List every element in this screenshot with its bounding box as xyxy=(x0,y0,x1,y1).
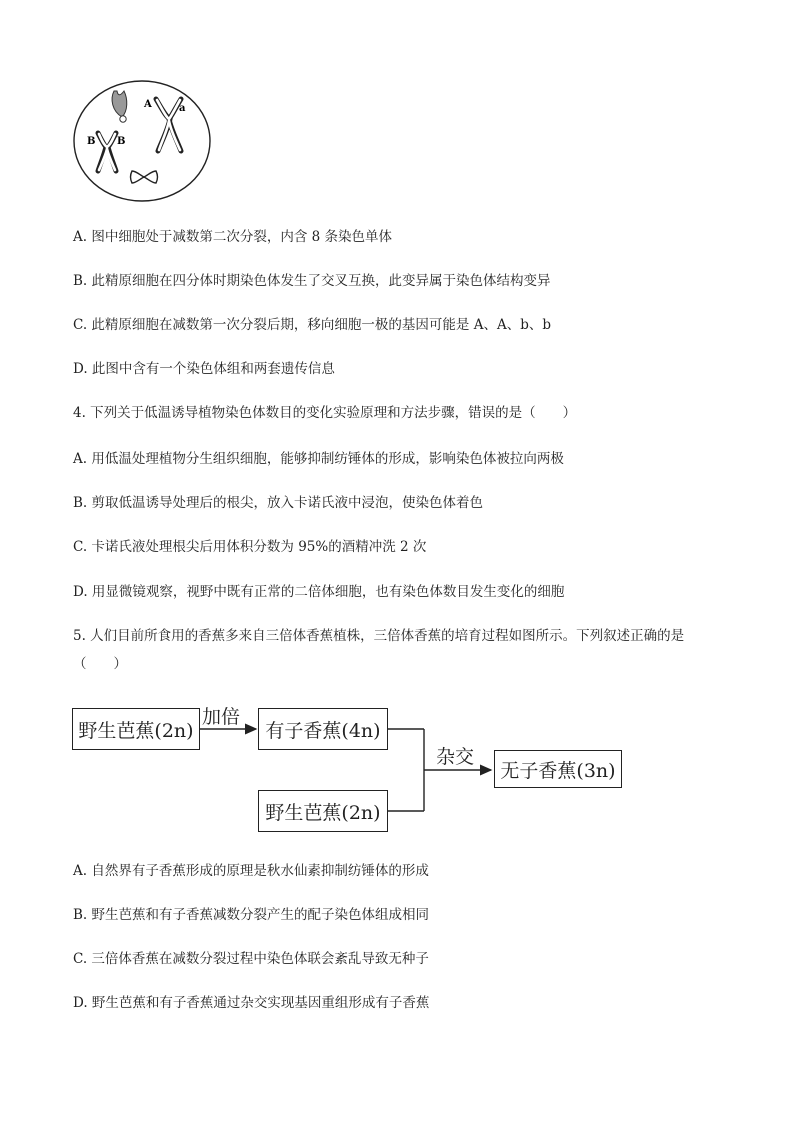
q4-option-c: C. 卡诺氏液处理根尖后用体积分数为 95%的酒精冲洗 2 次 xyxy=(73,539,427,555)
allele-B-right-label: B xyxy=(117,136,126,147)
allele-B-left-label: B xyxy=(87,136,96,147)
q5-stem: 5. 人们目前所食用的香蕉多来自三倍体香蕉植株，三倍体香蕉的培育过程如图所示。下列叙述正确的是（ ） xyxy=(73,628,685,672)
q4-option-d: D. 用显微镜观察，视野中既有正常的二倍体细胞，也有染色体数目发生变化的细胞 xyxy=(73,584,565,600)
q5-option-d: D. 野生芭蕉和有子香蕉通过杂交实现基因重组形成有子香蕉 xyxy=(73,995,430,1011)
q3-option-c: C. 此精原细胞在减数第一次分裂后期，移向细胞一极的基因可能是 A、A、b、b xyxy=(73,317,552,333)
allele-A-label: A xyxy=(144,99,152,110)
cell-diagram xyxy=(70,75,216,205)
chromosome-Aa xyxy=(156,99,181,151)
q5-option-b: B. 野生芭蕉和有子香蕉减数分裂产生的配子染色体组成相同 xyxy=(73,907,430,923)
label-doubling: 加倍 xyxy=(202,706,241,728)
q3-option-b: B. 此精原细胞在四分体时期染色体发生了交叉互换，此变异属于染色体结构变异 xyxy=(73,273,551,289)
q4-option-b: B. 剪取低温诱导处理后的根尖，放入卡诺氏液中浸泡，使染色体着色 xyxy=(73,495,484,511)
box-wild-banana-top: 野生芭蕉(2n) xyxy=(72,708,200,750)
q5-option-a: A. 自然界有子香蕉形成的原理是秋水仙素抑制纺锤体的形成 xyxy=(73,863,429,879)
allele-a-label: a xyxy=(179,103,186,114)
chromosome-BB xyxy=(98,133,116,171)
q4-stem: 4. 下列关于低温诱导植物染色体数目的变化实验原理和方法步骤，错误的是（ ） xyxy=(73,405,577,421)
gray-chromosome xyxy=(112,91,127,122)
box-wild-banana-bottom: 野生芭蕉(2n) xyxy=(258,790,388,832)
q5-option-c: C. 三倍体香蕉在减数分裂过程中染色体联会紊乱导致无种子 xyxy=(73,951,429,967)
small-chromosome xyxy=(131,171,158,183)
q3-option-d: D. 此图中含有一个染色体组和两套遗传信息 xyxy=(73,361,335,377)
q4-option-a: A. 用低温处理植物分生组织细胞，能够抑制纺锤体的形成，影响染色体被拉向两极 xyxy=(73,451,564,467)
box-seeded-banana: 有子香蕉(4n) xyxy=(258,708,388,750)
box-seedless-banana: 无子香蕉(3n) xyxy=(494,750,622,788)
banana-breeding-diagram xyxy=(70,700,630,840)
label-cross: 杂交 xyxy=(436,746,475,768)
q3-option-a: A. 图中细胞处于减数第二次分裂，内含 8 条染色单体 xyxy=(73,229,393,245)
